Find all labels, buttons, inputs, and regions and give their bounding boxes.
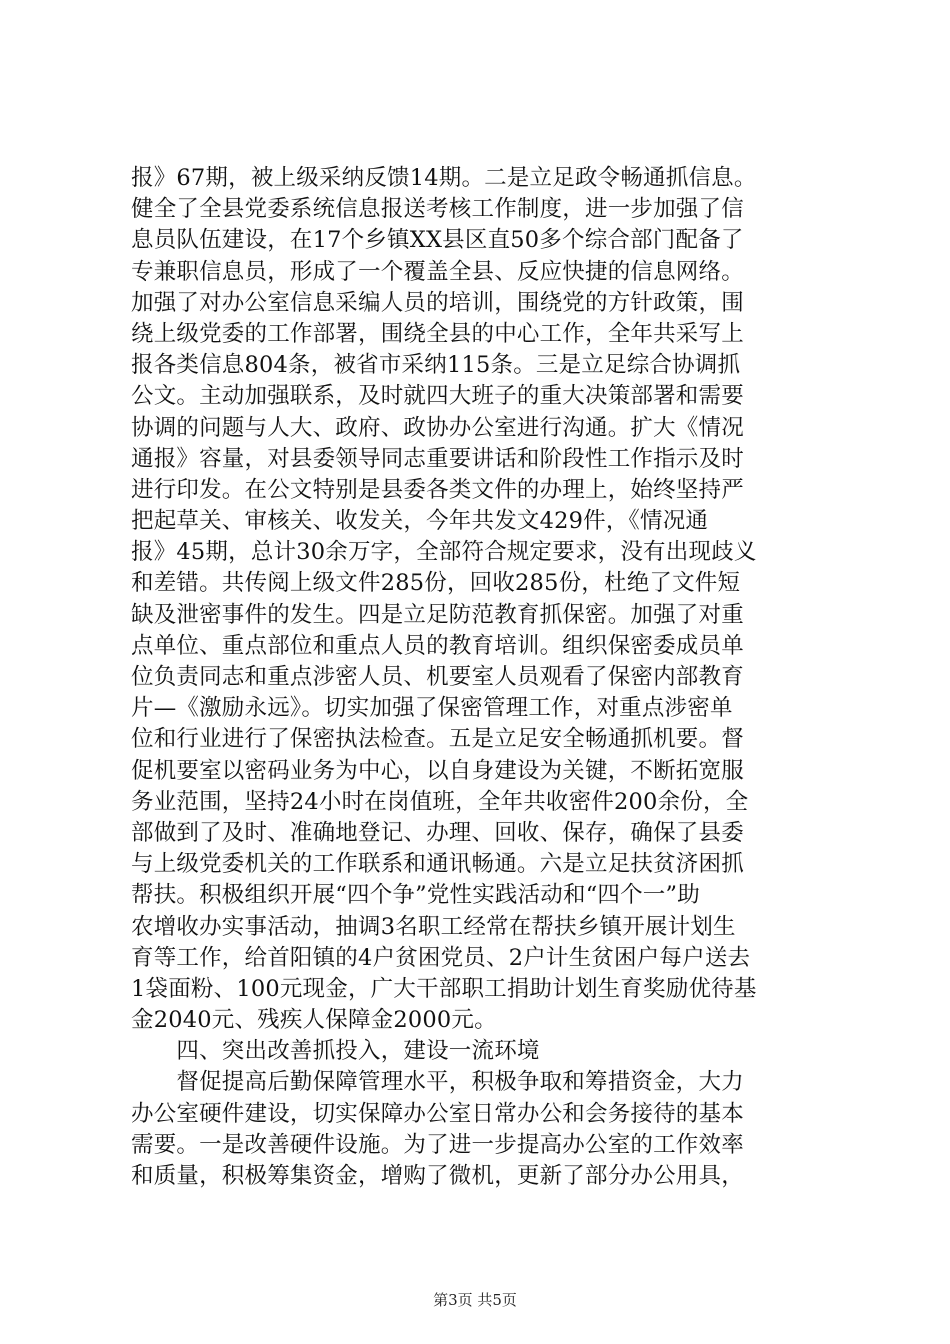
text-line: 健全了全县党委系统信息报送考核工作制度，进一步加强了信 [131,196,744,223]
text-line: 报各类信息804条，被省市采纳115条。三是立足综合协调抓 [131,352,741,379]
text-line: 息员队伍建设，在17个乡镇XX县区直50多个综合部门配备了 [131,227,744,254]
text-line: 缺及泄密事件的发生。四是立足防范教育抓保密。加强了对重 [131,601,744,628]
text-line: 育等工作，给首阳镇的4户贫困党员、2户计生贫困户每户送去 [131,944,751,971]
text-line: 报》67期，被上级采纳反馈14期。二是立足政令畅通抓信息。 [131,165,757,191]
text-line: 务业范围，坚持24小时在岗值班，全年共收密件200余份，全 [131,788,749,815]
text-line: 位和行业进行了保密执法检查。五是立足安全畅通抓机要。督 [131,726,744,753]
text-line: 专兼职信息员，形成了一个覆盖全县、反应快捷的信息网络。 [131,258,744,285]
text-line: 四、突出改善抓投入，建设一流环境 [131,1038,540,1065]
text-line: 协调的问题与人大、政府、政协办公室进行沟通。扩大《情况 [131,414,744,441]
page-footer: 第3页 共5页 [433,1291,517,1309]
text-line: 公文。主动加强联系，及时就四大班子的重大决策部署和需要 [131,383,744,410]
text-line: 需要。一是改善硬件设施。为了进一步提高办公室的工作效率 [131,1131,744,1158]
text-line: 促机要室以密码业务为中心，以自身建设为关键，不断拓宽服 [131,757,744,784]
body-text [131,163,821,1192]
text-line: 把起草关、审核关、收发关，今年共发文429件，《情况通 [131,508,709,535]
text-line: 帮扶。积极组织开展“四个争”党性实践活动和“四个一”助 [131,882,700,909]
text-line: 通报》容量，对县委领导同志重要讲话和阶段性工作指示及时 [131,445,744,472]
text-line: 办公室硬件建设，切实保障办公室日常办公和会务接待的基本 [131,1100,744,1127]
text-line: 1袋面粉、100元现金，广大干部职工捐助计划生育奖励优待基 [131,975,757,1002]
text-line: 绕上级党委的工作部署，围绕全县的中心工作，全年共采写上 [131,320,744,347]
text-line: 金2040元、残疾人保障金2000元。 [131,1007,497,1034]
text-line: 与上级党委机关的工作联系和通讯畅通。六是立足扶贫济困抓 [131,851,744,878]
text-line: 农增收办实事活动，抽调3名职工经常在帮扶乡镇开展计划生 [131,913,736,940]
text-line: 片—《激励永远》。切实加强了保密管理工作，对重点涉密单 [131,695,733,722]
text-line: 点单位、重点部位和重点人员的教育培训。组织保密委成员单 [131,632,744,659]
text-line: 部做到了及时、准确地登记、办理、回收、保存，确保了县委 [131,819,744,846]
text-line: 位负责同志和重点涉密人员、机要室人员观看了保密内部教育 [131,664,744,690]
text-line: 和差错。共传阅上级文件285份，回收285份，杜绝了文件短 [131,570,741,597]
text-line: 进行印发。在公文特别是县委各类文件的办理上，始终坚持严 [131,476,744,503]
text-line: 报》45期，总计30余万字，全部符合规定要求，没有出现歧义 [131,539,757,566]
text-line: 加强了对办公室信息采编人员的培训，围绕党的方针政策，围 [131,289,744,316]
text-line: 督促提高后勤保障管理水平，积极争取和筹措资金，大力 [131,1069,744,1096]
text-line: 和质量，积极筹集资金，增购了微机，更新了部分办公用具， [131,1163,744,1189]
